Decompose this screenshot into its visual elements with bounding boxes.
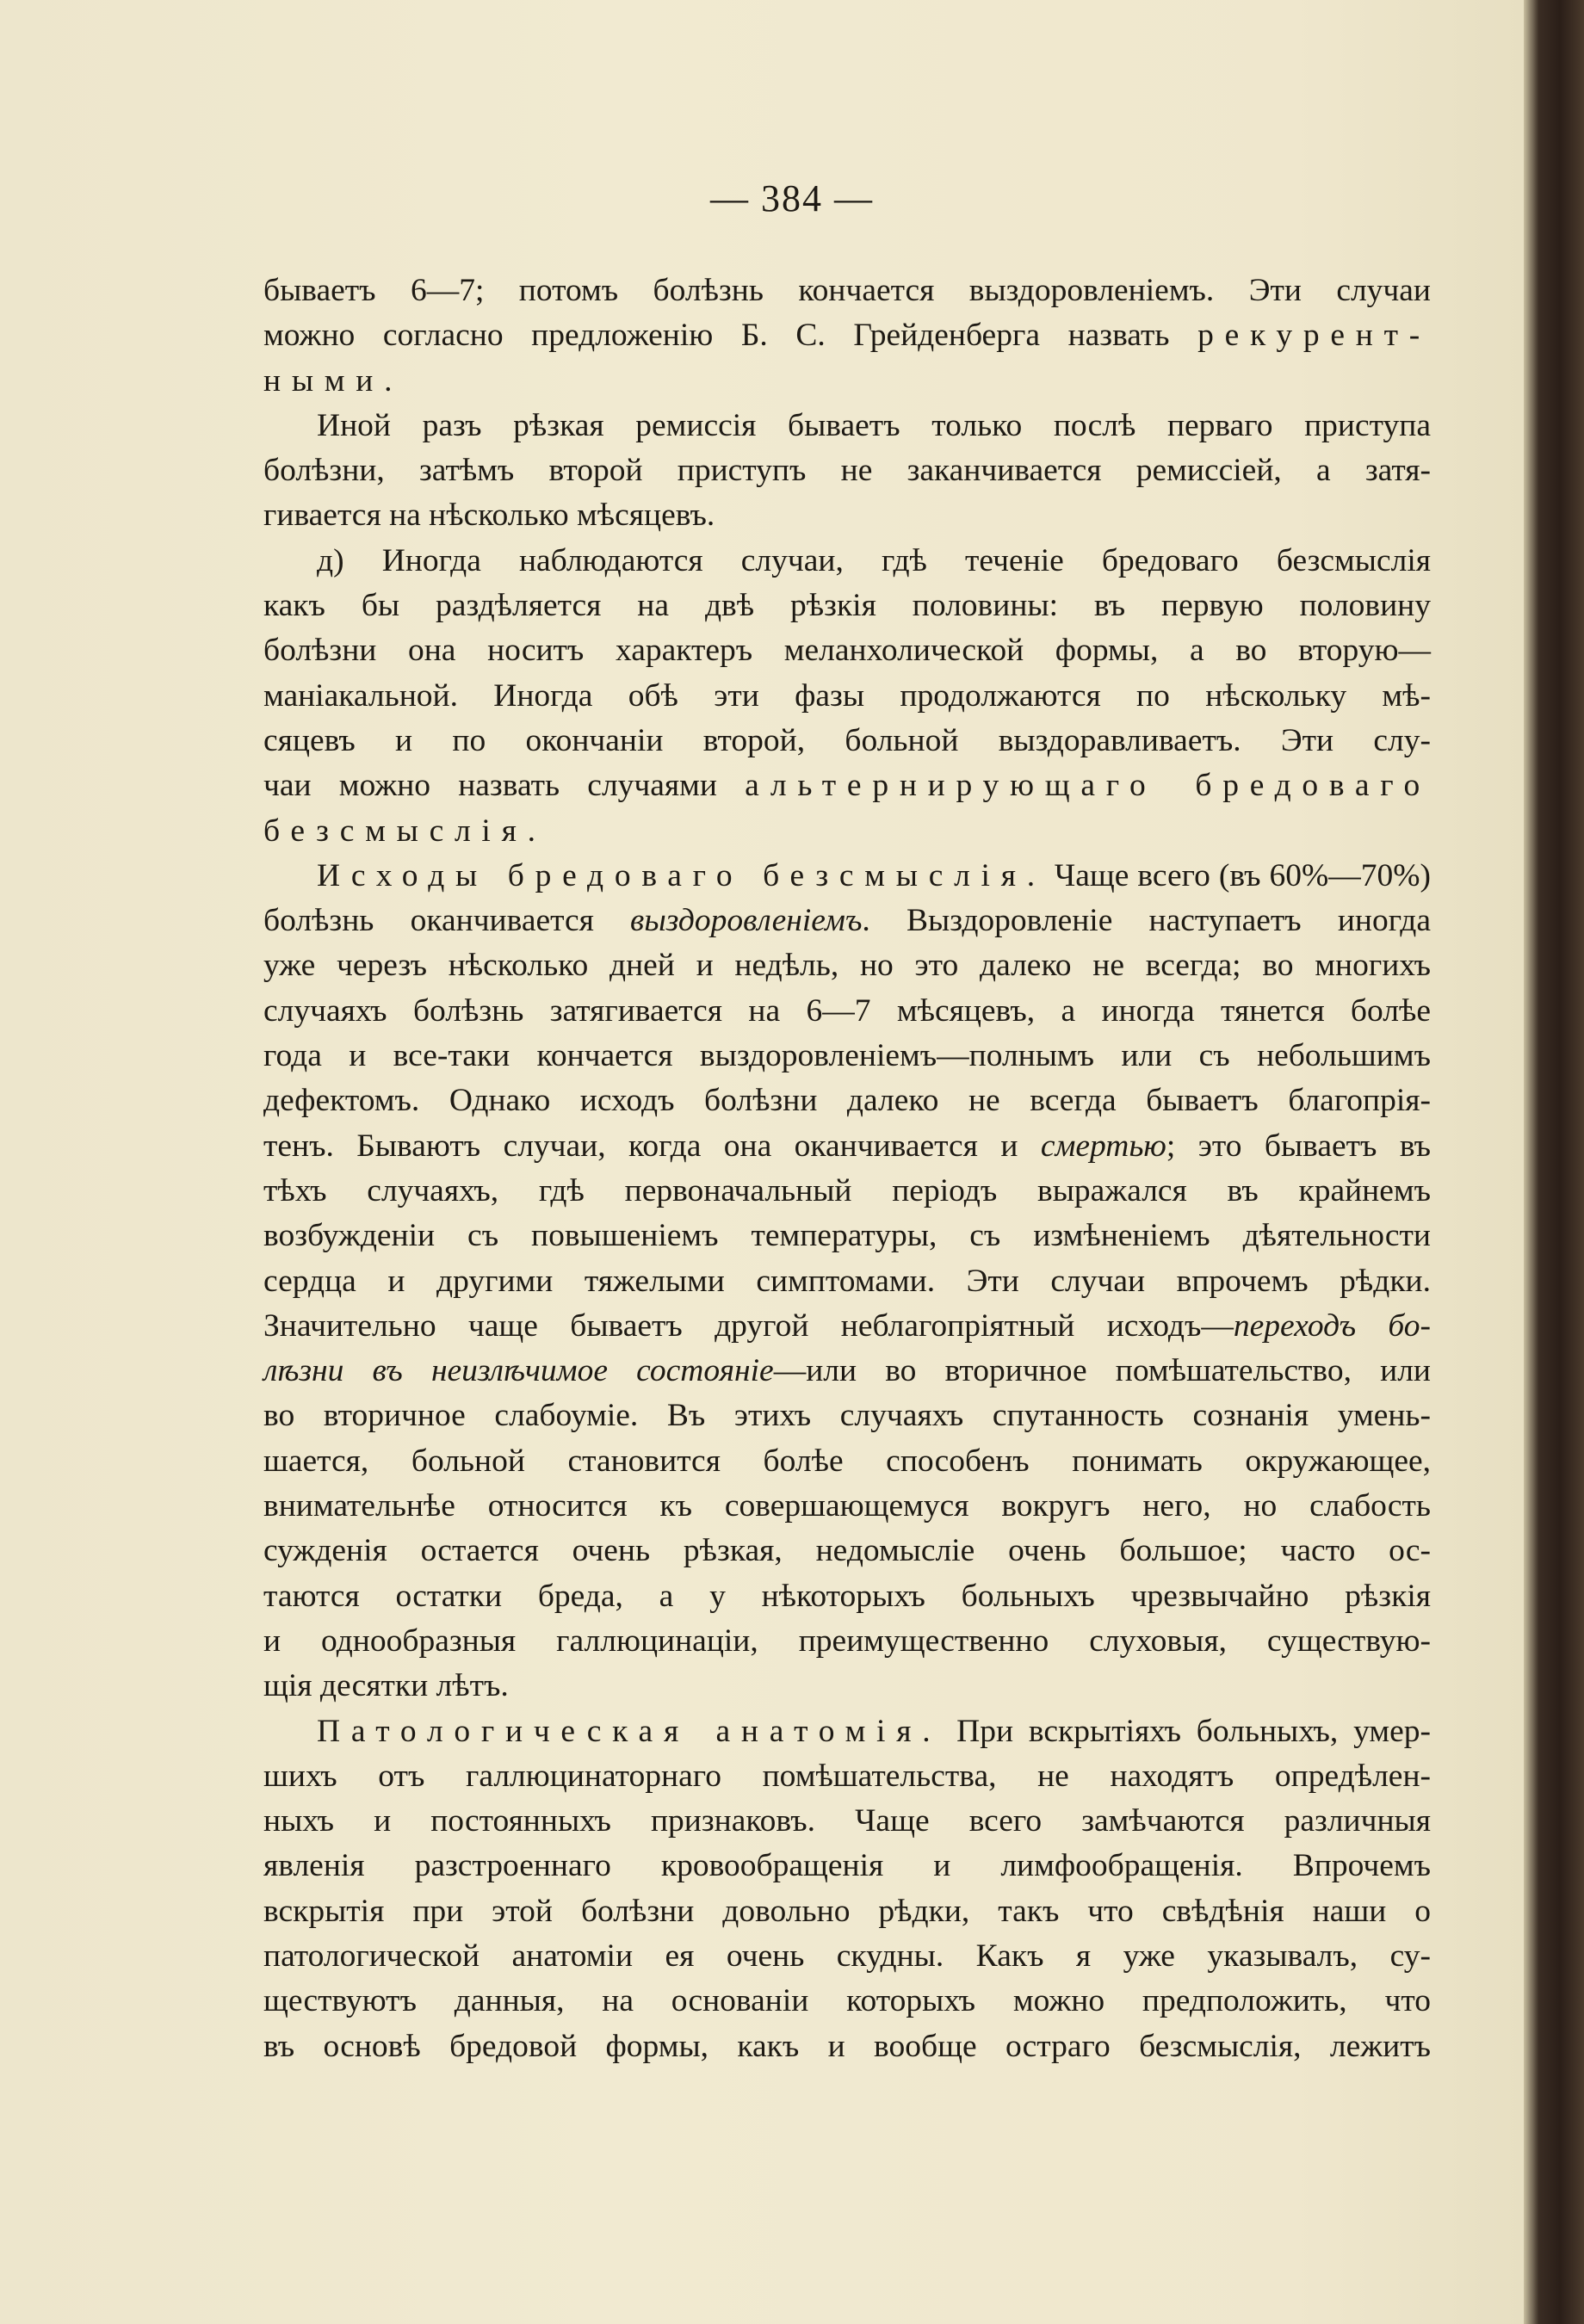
text-line xyxy=(263,1709,1431,1754)
text-run: можно согласно предложенію Б. С. Грейденберга назвать xyxy=(263,318,1198,354)
text-line xyxy=(263,854,1431,899)
text-run: бываетъ 6—7; потомъ болѣзнь кончается выздоровленіемъ. Эти случаи xyxy=(263,273,1431,308)
text-line xyxy=(263,628,1431,673)
text-line xyxy=(263,809,1431,854)
text-line xyxy=(263,359,1431,404)
text-line xyxy=(263,1169,1431,1214)
text-run: болѣзни она носитъ характеръ меланхолической формы, а во вторую— xyxy=(263,633,1431,669)
spaced-text: безсмыслія. xyxy=(263,813,547,849)
text-run: . Выздоровленіе наступаетъ иногда xyxy=(862,903,1431,939)
text-run: внимательнѣе относится къ совершающемуся вокругъ него, но слабость xyxy=(263,1488,1431,1524)
text-run: ществуютъ данныя, на основаніи которыхъ можно предположить, что xyxy=(263,1983,1431,2019)
text-run: Чаще всего (въ 60%—70%) xyxy=(1045,857,1431,893)
text-line xyxy=(263,1349,1431,1394)
text-line xyxy=(263,584,1431,628)
text-line xyxy=(263,1304,1431,1349)
text-run: сужденія остается очень рѣзкая, недомысліе очень большое; часто ос- xyxy=(263,1533,1431,1569)
text-run: щія десятки лѣтъ. xyxy=(263,1668,509,1704)
text-run: возбужденіи съ повышеніемъ температуры, съ измѣненіемъ дѣятельности xyxy=(263,1218,1431,1254)
text-line xyxy=(263,1574,1431,1619)
text-run: маніакальной. Иногда обѣ эти фазы продолжаются по нѣскольку мѣ- xyxy=(263,677,1431,714)
text-run: болѣзнь оканчивается xyxy=(263,903,631,939)
book-spine xyxy=(1524,0,1584,2324)
text-line xyxy=(263,1259,1431,1304)
text-run: дефектомъ. Однако исходъ болѣзни далеко не всегда бываетъ благопрія- xyxy=(263,1083,1431,1119)
text-line xyxy=(263,1979,1431,2024)
text-run: гивается на нѣсколько мѣсяцевъ. xyxy=(263,498,715,534)
text-line xyxy=(263,2024,1431,2069)
text-run: и однообразныя галлюцинаціи, преимущественно слуховыя, существую- xyxy=(263,1622,1431,1659)
text-line xyxy=(263,1394,1431,1438)
text-line xyxy=(263,899,1431,943)
italic-text: смертью xyxy=(1040,1128,1166,1164)
text-run: вскрытія при этой болѣзни довольно рѣдки, такъ что свѣдѣнія наши о xyxy=(263,1893,1431,1929)
text-run: тѣхъ случаяхъ, гдѣ первоначальный періодъ выражался въ крайнемъ xyxy=(263,1172,1431,1208)
text-run: случаяхъ болѣзнь затягивается на 6—7 мѣсяцевъ, а иногда тянется болѣе xyxy=(263,992,1431,1029)
text-run: какъ бы раздѣляется на двѣ рѣзкія половины: въ первую половину xyxy=(263,588,1431,624)
text-line xyxy=(263,763,1431,808)
text-line xyxy=(263,719,1431,763)
text-run: чаи можно назвать случаями xyxy=(263,768,746,804)
text-line xyxy=(263,1484,1431,1529)
text-run: Значительно чаще бываетъ другой неблагопріятный исходъ— xyxy=(263,1307,1234,1344)
text-line xyxy=(263,1214,1431,1258)
body-text xyxy=(263,269,1431,2069)
text-run: —или во вторичное помѣшательство, или xyxy=(773,1353,1431,1389)
text-run: болѣзни, затѣмъ второй приступъ не заканчивается ремиссіей, а затя- xyxy=(263,453,1431,489)
text-line xyxy=(263,313,1431,358)
text-line xyxy=(263,1619,1431,1664)
italic-text: лѣзни въ неизлѣчимое состояніе xyxy=(263,1353,774,1389)
text-line xyxy=(263,1664,1431,1709)
text-line xyxy=(263,989,1431,1034)
text-run: д) Иногда наблюдаются случаи, гдѣ теченіе бредоваго безсмыслія xyxy=(317,542,1431,578)
text-line xyxy=(263,943,1431,988)
text-line xyxy=(263,1124,1431,1169)
text-run: въ основѣ бредовой формы, какъ и вообще остраго безсмыслія, лежитъ xyxy=(263,2028,1431,2064)
text-run: сердца и другими тяжелыми симптомами. Эти случаи впрочемъ рѣдки. xyxy=(263,1263,1431,1299)
text-line xyxy=(263,1754,1431,1799)
text-run: явленія разстроеннаго кровообращенія и лимфообращенія. Впрочемъ xyxy=(263,1848,1431,1884)
text-run: таются остатки бреда, а у нѣкоторыхъ больныхъ чрезвычайно рѣзкія xyxy=(263,1578,1431,1614)
text-line xyxy=(263,1439,1431,1484)
text-line xyxy=(263,674,1431,719)
text-line xyxy=(263,448,1431,493)
text-run: во вторичное слабоуміе. Въ этихъ случаяхъ спутанность сознанія умень- xyxy=(263,1398,1431,1434)
text-run: сяцевъ и по окончаніи второй, больной выздоравливаетъ. Эти слу- xyxy=(263,722,1431,758)
text-line xyxy=(263,1034,1431,1079)
text-run: ; это бываетъ въ xyxy=(1166,1128,1432,1164)
spaced-text: альтернирующаго бредоваго xyxy=(745,768,1431,804)
text-line xyxy=(263,493,1431,538)
text-run: года и все-таки кончается выздоровленіемъ—полнымъ или съ небольшимъ xyxy=(263,1038,1431,1074)
text-run: шается, больной становится болѣе способенъ понимать окружающее, xyxy=(263,1443,1431,1479)
page-number: — 384 — xyxy=(710,177,874,219)
spaced-text: Исходы бредоваго безсмыслія. xyxy=(317,857,1046,893)
text-line xyxy=(263,539,1431,584)
text-run: патологической анатоміи ея очень скудны. Какъ я уже указывалъ, су- xyxy=(263,1938,1431,1974)
text-line xyxy=(263,1529,1431,1573)
spaced-text: ными. xyxy=(263,362,404,399)
text-line xyxy=(263,1934,1431,1979)
text-run: ныхъ и постоянныхъ признаковъ. Чаще всего замѣчаются различныя xyxy=(263,1803,1431,1839)
text-line xyxy=(263,269,1431,313)
text-line xyxy=(263,1079,1431,1123)
text-run: уже черезъ нѣсколько дней и недѣль, но это далеко не всегда; во многихъ xyxy=(263,948,1431,984)
italic-text: выздоровленіемъ xyxy=(630,903,863,939)
text-line xyxy=(263,1889,1431,1934)
text-line xyxy=(263,1844,1431,1888)
text-run: тенъ. Бываютъ случаи, когда она оканчивается и xyxy=(263,1128,1041,1164)
text-run: При вскрытіяхъ больныхъ, умер- xyxy=(941,1713,1431,1749)
text-run: Иной разъ рѣзкая ремиссія бываетъ только послѣ перваго приступа xyxy=(317,407,1431,443)
italic-text: переходъ бо- xyxy=(1233,1307,1431,1344)
spaced-text: рекурент- xyxy=(1197,318,1431,354)
text-line xyxy=(263,404,1431,448)
text-line xyxy=(263,1799,1431,1844)
spaced-text: Патологическая анатомія. xyxy=(317,1713,942,1749)
text-run: шихъ отъ галлюцинаторнаго помѣшательства, не находятъ опредѣлен- xyxy=(263,1758,1431,1794)
